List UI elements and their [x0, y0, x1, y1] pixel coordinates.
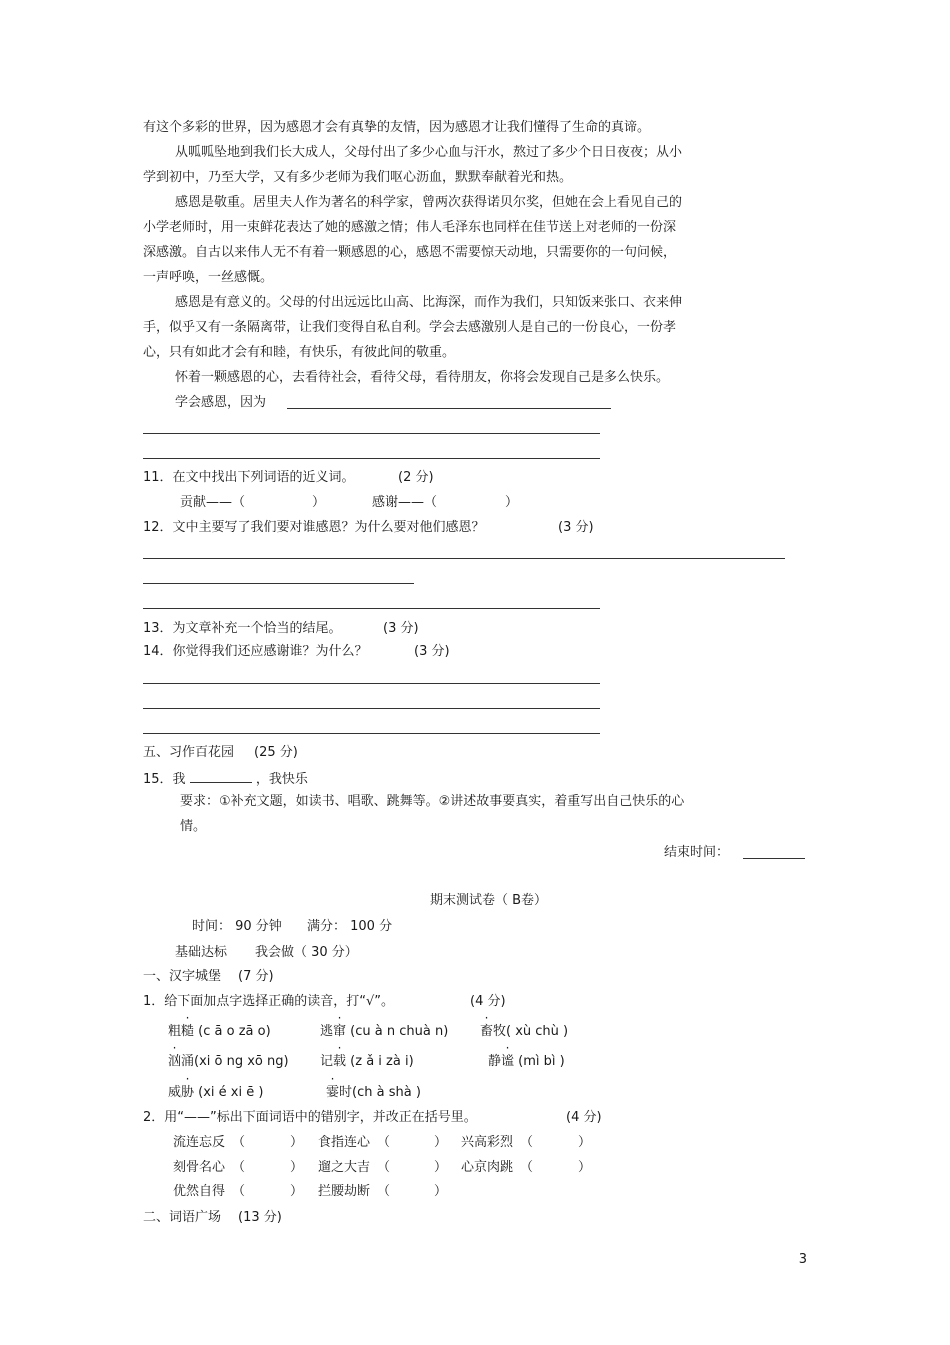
- pinyin-item[interactable]: 威胁 (xi é xi ē ): [168, 1085, 264, 1100]
- passage-line: 一声呼唤，一丝感慨。: [143, 270, 274, 285]
- bracket-close[interactable]: ）: [290, 1135, 304, 1150]
- bracket-open[interactable]: （: [232, 1184, 246, 1199]
- question-12-score: (3 分): [558, 520, 594, 535]
- passage-line: 有这个多彩的世界，因为感恩才会有真挚的友情，因为感恩才让我们懂得了生命的真谛。: [143, 120, 651, 135]
- bracket-open[interactable]: （: [520, 1160, 534, 1175]
- passage-line: 怀着一颗感恩的心，去看待社会，看待父母，看待朋友，你将会发现自己是多么快乐。: [175, 370, 670, 385]
- bracket-close[interactable]: ）: [434, 1135, 448, 1150]
- pinyin-item[interactable]: 霎时(ch à shà ): [326, 1085, 421, 1100]
- answer-line[interactable]: [143, 583, 414, 584]
- section-1-score: (7 分): [238, 969, 274, 984]
- bracket-close[interactable]: ）: [290, 1160, 304, 1175]
- can-do-section: 我会做（ 30 分）: [255, 945, 358, 960]
- bracket-open[interactable]: （: [377, 1184, 391, 1199]
- exam-time: 时间： 90 分钟: [192, 919, 282, 934]
- question-2-score: (4 分): [566, 1110, 602, 1125]
- answer-line[interactable]: [143, 708, 600, 709]
- answer-line[interactable]: [143, 558, 785, 559]
- pinyin-item[interactable]: 逃窜 (cu à n chuà n): [320, 1024, 449, 1039]
- q11-word-1: 贡献——（: [180, 495, 246, 510]
- question-14: 14．你觉得我们还应感谢谁？为什么？: [143, 644, 368, 659]
- section-2-title: 二、词语广场: [143, 1210, 222, 1225]
- question-1: 1．给下面加点字选择正确的读音，打“√”。: [143, 994, 395, 1009]
- bracket-open[interactable]: （: [232, 1135, 246, 1150]
- section-5-score: (25 分): [254, 745, 298, 760]
- basic-section: 基础达标: [175, 945, 228, 960]
- word-item: 兴高彩烈: [461, 1135, 514, 1150]
- bracket-open[interactable]: （: [232, 1160, 246, 1175]
- exam-full-score: 满分： 100 分: [307, 919, 393, 934]
- word-item: 拦腰劫断: [318, 1184, 371, 1199]
- pinyin-item[interactable]: 汹涌(xi ō ng xō ng): [168, 1054, 289, 1069]
- bracket-close[interactable]: ）: [290, 1184, 304, 1199]
- word-item: 优然自得: [173, 1184, 226, 1199]
- q15-requirement: 情。: [180, 819, 207, 834]
- q15-suffix: ，我快乐: [255, 772, 308, 787]
- question-11: 11．在文中找出下列词语的近义词。: [143, 470, 355, 485]
- question-12: 12．文中主要写了我们要对谁感恩？为什么要对他们感恩？: [143, 520, 485, 535]
- bracket-open[interactable]: （: [377, 1160, 391, 1175]
- section-1-title: 一、汉字城堡: [143, 969, 222, 984]
- passage-line: 手，似乎又有一条隔离带，让我们变得自私自利。学会去感激别人是自己的一份良心，一份孝: [143, 320, 677, 335]
- answer-line[interactable]: [143, 458, 600, 459]
- title-blank[interactable]: [190, 768, 252, 783]
- word-item: 食指连心: [318, 1135, 371, 1150]
- question-2: 2．用“——”标出下面词语中的错别字，并改正在括号里。: [143, 1110, 477, 1125]
- word-item: 遛之大吉: [318, 1160, 371, 1175]
- word-item: 心京肉跳: [461, 1160, 514, 1175]
- section-2-score: (13 分): [238, 1210, 282, 1225]
- passage-line: 学会感恩，因为: [175, 395, 267, 410]
- passage-line: 小学老师时，用一束鲜花表达了她的感激之情；伟人毛泽东也同样在佳节送上对老师的一份深: [143, 220, 677, 235]
- question-15: [143, 768, 308, 789]
- bracket-close[interactable]: ）: [434, 1184, 448, 1199]
- section-5-title: 五、习作百花园: [143, 745, 235, 760]
- answer-line[interactable]: [143, 433, 600, 434]
- bracket-open[interactable]: （: [377, 1135, 391, 1150]
- bracket-close[interactable]: ）: [434, 1160, 448, 1175]
- pinyin-item[interactable]: 静谧 (mì bì ): [488, 1054, 565, 1069]
- end-time-label: 结束时间：: [664, 845, 730, 860]
- passage-line: 感恩是有意义的。父母的付出远远比山高、比海深，而作为我们，只知饭来张口、衣来伸: [175, 295, 683, 310]
- bracket-close[interactable]: ）: [578, 1160, 592, 1175]
- q11-bracket-close[interactable]: ）: [312, 495, 326, 510]
- q15-prefix: 15．我: [143, 772, 186, 787]
- end-time-blank[interactable]: [743, 858, 805, 859]
- answer-line[interactable]: [287, 408, 611, 409]
- passage-line: 学到初中，乃至大学，又有多少老师为我们呕心沥血，默默奉献着光和热。: [143, 170, 573, 185]
- passage-line: 从呱呱坠地到我们长大成人，父母付出了多少心血与汗水，熬过了多少个日日夜夜；从小: [175, 145, 683, 160]
- pinyin-item[interactable]: 记载 (z ǎ i zà i): [320, 1054, 414, 1069]
- passage-line: 心，只有如此才会有和睦，有快乐，有彼此间的敬重。: [143, 345, 456, 360]
- answer-line[interactable]: [143, 683, 600, 684]
- question-13: 13．为文章补充一个恰当的结尾。: [143, 621, 342, 636]
- q11-bracket-close[interactable]: ）: [505, 495, 519, 510]
- answer-line[interactable]: [143, 608, 600, 609]
- question-14-score: (3 分): [414, 644, 450, 659]
- pinyin-item[interactable]: 粗糙 (c ā o zā o): [168, 1024, 271, 1039]
- question-11-score: (2 分): [398, 470, 434, 485]
- bracket-close[interactable]: ）: [578, 1135, 592, 1150]
- exam-b-title: 期末测试卷（ B卷）: [430, 893, 548, 908]
- question-13-score: (3 分): [383, 621, 419, 636]
- pinyin-item[interactable]: 畜牧( xù chù ): [480, 1024, 569, 1039]
- passage-line: 深感激。自古以来伟人无不有着一颗感恩的心，感恩不需要惊天动地，只需要你的一句问候，: [143, 245, 677, 260]
- bracket-open[interactable]: （: [520, 1135, 534, 1150]
- question-1-score: (4 分): [470, 994, 506, 1009]
- word-item: 流连忘反: [173, 1135, 226, 1150]
- word-item: 刻骨名心: [173, 1160, 226, 1175]
- q15-requirement: 要求：①补充文题，如读书、唱歌、跳舞等。②讲述故事要真实，着重写出自己快乐的心: [180, 794, 685, 809]
- answer-line[interactable]: [143, 733, 600, 734]
- q11-word-2: 感谢——（: [372, 495, 438, 510]
- passage-line: 感恩是敬重。居里夫人作为著名的科学家，曾两次获得诺贝尔奖，但她在会上看见自己的: [175, 195, 683, 210]
- page-number: 3: [798, 1252, 807, 1267]
